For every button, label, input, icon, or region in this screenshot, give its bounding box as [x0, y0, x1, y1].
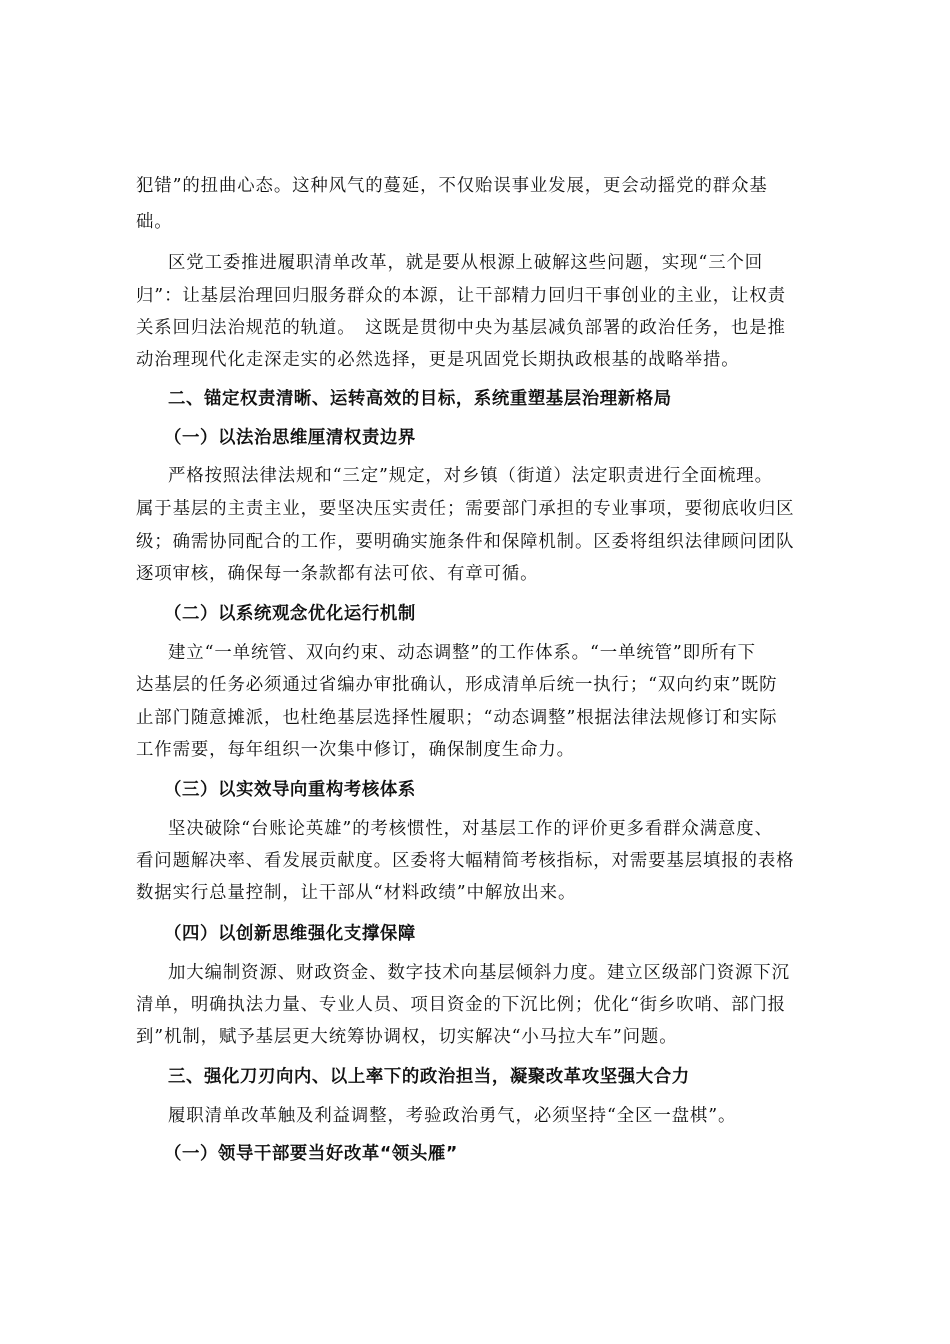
- paragraph-line: 到”机制，赋予基层更大统筹协调权，切实解决“小马拉大车”问题。: [136, 1027, 678, 1047]
- subsection-heading: （三）以实效导向重构考核体系: [164, 780, 416, 800]
- paragraph-line: 加大编制资源、财政资金、数字技术向基层倾斜力度。建立区级部门资源下沉: [168, 963, 790, 983]
- paragraph-line: 区党工委推进履职清单改革，就是要从根源上破解这些问题，实现“三个回: [168, 253, 764, 273]
- paragraph-line: 级；确需协同配合的工作，要明确实施条件和保障机制。区委将组织法律顾问团队: [136, 532, 795, 552]
- paragraph-line: 达基层的任务必须通过省编办审批确认，形成清单后统一执行；“双向约束”既防: [136, 675, 778, 695]
- section-heading: 三、强化刀刃向内、以上率下的政治担当，凝聚改革攻坚强大合力: [168, 1067, 690, 1087]
- paragraph-line: 关系回归法治规范的轨道。 这既是贯彻中央为基层减负部署的政治任务，也是推: [136, 318, 786, 338]
- paragraph-line: 逐项审核，确保每一条款都有法可依、有章可循。: [136, 564, 539, 584]
- paragraph-line: 犯错”的扭曲心态。这种风气的蔓延，不仅贻误事业发展，更会动摇党的群众基: [136, 176, 768, 196]
- subsection-heading: （二）以系统观念优化运行机制: [164, 604, 416, 624]
- paragraph-line: 履职清单改革触及利益调整，考验政治勇气，必须坚持“全区一盘棋”。: [168, 1106, 737, 1126]
- subsection-heading: （一）领导干部要当好改革“领头雁”: [164, 1144, 458, 1164]
- paragraph-line: 础。: [136, 212, 173, 232]
- paragraph-line: 数据实行总量控制，让干部从“材料政绩”中解放出来。: [136, 883, 577, 903]
- subsection-heading: （四）以创新思维强化支撑保障: [164, 924, 416, 944]
- paragraph-line: 归”：让基层治理回归服务群众的本源，让干部精力回归干事创业的主业，让权责: [136, 286, 786, 306]
- paragraph-line: 建立“一单统管、双向约束、动态调整”的工作体系。“一单统管”即所有下: [168, 643, 756, 663]
- paragraph-line: 严格按照法律法规和“三定”规定，对乡镇（街道）法定职责进行全面梳理。: [168, 466, 773, 486]
- paragraph-line: 属于基层的主责主业，要坚决压实责任；需要部门承担的专业事项，要彻底收归区: [136, 499, 795, 519]
- subsection-heading: （一）以法治思维厘清权责边界: [164, 428, 416, 448]
- paragraph-line: 看问题解决率、看发展贡献度。区委将大幅精简考核指标，对需要基层填报的表格: [136, 851, 795, 871]
- section-heading: 二、锚定权责清晰、运转高效的目标，系统重塑基层治理新格局: [168, 389, 672, 409]
- paragraph-line: 清单，明确执法力量、专业人员、项目资金的下沉比例；优化“街乡吹哨、部门报: [136, 995, 786, 1015]
- paragraph-line: 工作需要，每年组织一次集中修订，确保制度生命力。: [136, 740, 575, 760]
- paragraph-line: 止部门随意摊派，也杜绝基层选择性履职；“动态调整”根据法律法规修订和实际: [136, 708, 778, 728]
- paragraph-line: 坚决破除“台账论英雄”的考核惯性，对基层工作的评价更多看群众满意度、: [168, 819, 773, 839]
- paragraph-line: 动治理现代化走深走实的必然选择，更是巩固党长期执政根基的战略举措。: [136, 350, 740, 370]
